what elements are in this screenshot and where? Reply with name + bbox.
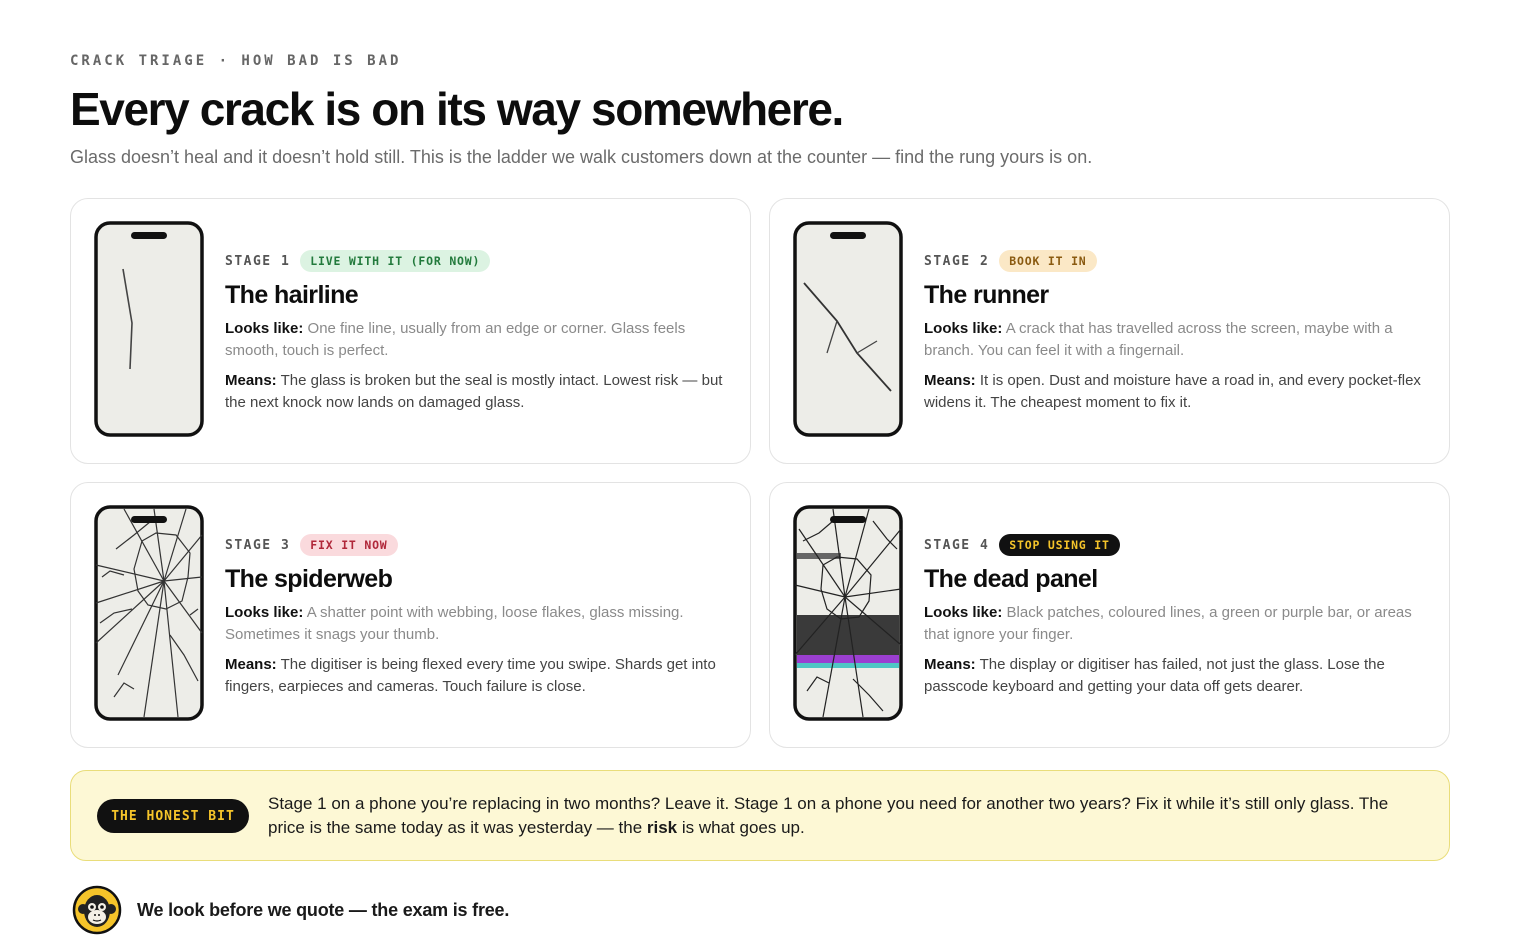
honest-bit-badge: THE HONEST BIT — [97, 799, 249, 833]
phone-dead-panel-icon — [793, 505, 903, 721]
status-badge: STOP USING IT — [999, 534, 1119, 556]
looks-like-text — [225, 318, 725, 362]
monkey-mascot-icon — [72, 885, 122, 935]
status-badge: LIVE WITH IT (FOR NOW) — [300, 250, 490, 272]
note-text-bold: risk — [646, 818, 678, 837]
looks-like-label: Looks like: — [225, 604, 304, 621]
phone-spiderweb-icon — [94, 505, 204, 721]
stage-title: The runner — [924, 281, 1049, 309]
eyebrow: CRACK TRIAGE · HOW BAD IS BAD — [70, 53, 402, 69]
stage-label: STAGE 3 — [225, 537, 291, 553]
looks-like-value: A crack that has travelled across the screen, maybe with a branch. You can feel it with a fingernail. — [924, 320, 1393, 359]
honest-bit-text — [268, 792, 1428, 840]
looks-like-text — [924, 602, 1424, 646]
page-subtitle: Glass doesn’t heal and it doesn’t hold still. This is the ladder we walk customers down at the counter — find the rung yours is on. — [70, 147, 1093, 167]
looks-like-label: Looks like: — [924, 604, 1003, 621]
looks-like-label: Looks like: — [225, 320, 304, 337]
note-text-after: is what goes up. — [677, 818, 805, 837]
stage-label: STAGE 4 — [924, 537, 990, 553]
means-text — [924, 654, 1424, 698]
honest-bit-callout — [70, 770, 1450, 861]
phone-hairline-icon — [94, 221, 204, 437]
looks-like-value: Black patches, coloured lines, a green or purple bar, or areas that ignore your finger. — [924, 604, 1412, 643]
means-text — [924, 370, 1424, 414]
means-label: Means: — [225, 656, 277, 673]
looks-like-value: A shatter point with webbing, loose flakes, glass missing. Sometimes it snags your thumb. — [225, 604, 684, 643]
status-badge: FIX IT NOW — [300, 534, 397, 556]
looks-like-text — [225, 602, 725, 646]
stage-label: STAGE 1 — [225, 253, 291, 269]
status-badge: BOOK IT IN — [999, 250, 1096, 272]
means-value: The digitiser is being flexed every time you swipe. Shards get into fingers, earpieces and cameras. Touch failure is close. — [225, 656, 716, 695]
means-value: The display or digitiser has failed, not just the glass. Lose the passcode keyboard and getting your data off gets dearer. — [924, 656, 1385, 695]
stage-card-3 — [70, 482, 751, 748]
stage-card-4 — [769, 482, 1450, 748]
means-label: Means: — [924, 656, 976, 673]
stage-title: The hairline — [225, 281, 359, 309]
means-label: Means: — [225, 372, 277, 389]
stage-label: STAGE 2 — [924, 253, 990, 269]
looks-like-label: Looks like: — [924, 320, 1003, 337]
looks-like-text — [924, 318, 1424, 362]
stage-card-2 — [769, 198, 1450, 464]
stage-card-1 — [70, 198, 751, 464]
means-value: It is open. Dust and moisture have a road in, and every pocket-flex widens it. The cheapest moment to fix it. — [924, 372, 1421, 411]
stage-title: The spiderweb — [225, 565, 393, 593]
means-label: Means: — [924, 372, 976, 389]
means-text — [225, 370, 725, 414]
stage-title: The dead panel — [924, 565, 1098, 593]
phone-runner-icon — [793, 221, 903, 437]
looks-like-value: One fine line, usually from an edge or corner. Glass feels smooth, touch is perfect. — [225, 320, 686, 359]
means-text — [225, 654, 725, 698]
footer-tagline: We look before we quote — the exam is free. — [137, 900, 510, 920]
means-value: The glass is broken but the seal is mostly intact. Lowest risk — but the next knock now lands on damaged glass. — [225, 372, 723, 411]
page-title: Every crack is on its way somewhere. — [70, 83, 843, 135]
note-text-before: Stage 1 on a phone you’re replacing in two months? Leave it. Stage 1 on a phone you need for another two years? Fix it while it’s still only glass. The price is the same today as it was yesterday — the — [268, 794, 1389, 837]
